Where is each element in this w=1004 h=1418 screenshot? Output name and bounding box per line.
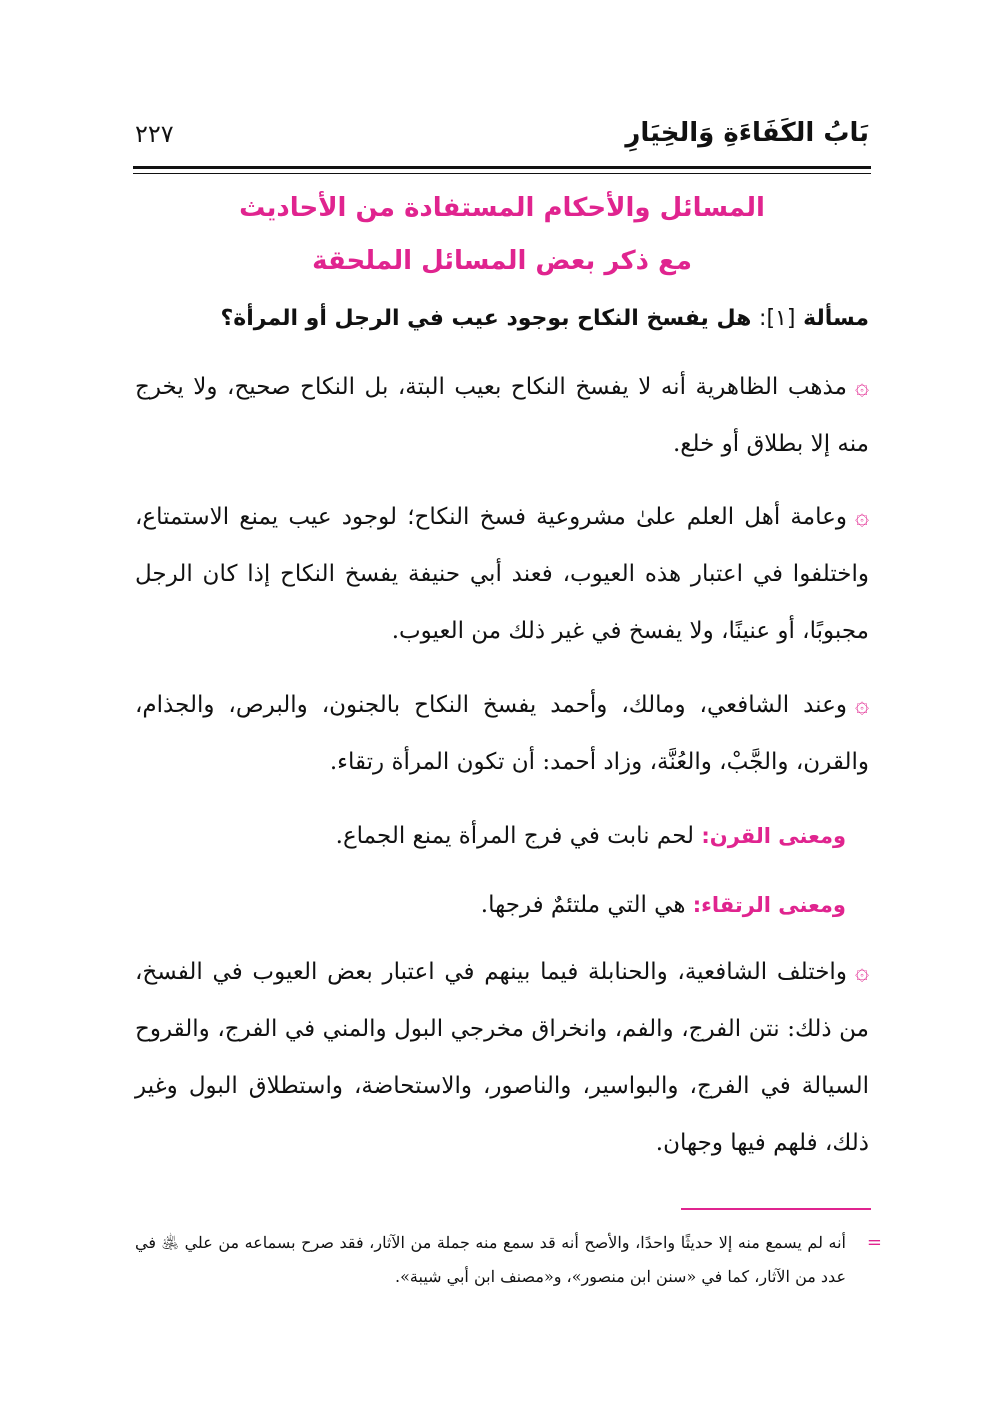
header-rule-thin	[133, 173, 871, 174]
section-heading-line2: مع ذكر بعض المسائل الملحقة	[312, 246, 692, 276]
ornament-icon: ۞	[854, 502, 869, 530]
paragraph-shafii	[135, 676, 869, 791]
chapter-title: بَابُ الكَفَاءَةِ وَالخِيَارِ	[625, 118, 869, 148]
footnote-continuation-marker: =	[866, 1232, 882, 1253]
definition-label: ومعنى القرن:	[701, 824, 846, 848]
ornament-icon: ۞	[854, 690, 869, 718]
question-text: هل يفسخ النكاح بوجود عيب في الرجل أو المرأة؟	[220, 306, 752, 331]
question-number: [١]:	[759, 306, 796, 331]
definition-text: هي التي ملتئمٌ فرجها.	[480, 892, 686, 918]
footnote-separator	[681, 1208, 871, 1210]
paragraph-text: وعامة أهل العلم علىٰ مشروعية فسخ النكاح؛ لوجود عيب يمنع الاستمتاع، واختلفوا في اعتبار هذه العيوب، فعند أبي حنيفة يفسخ النكاح إذا كان الرجل مجبوبًا، أو عنينًا، ولا يفسخ في غير ذلك من العيوب.	[135, 504, 869, 644]
definition-label: ومعنى الرتقاء:	[692, 893, 846, 917]
footnote: أنه لم يسمع منه إلا حديثًا واحدًا، والأصح أنه قد سمع منه جملة من الآثار، فقد صرح بسماعه من علي ﵁ في عدد من الآثار، كما في «سنن ابن منصور»، و«مصنف ابن أبي شيبة».	[135, 1233, 846, 1286]
question-label: مسألة	[803, 306, 869, 331]
ornament-icon: ۞	[854, 957, 869, 985]
running-head	[135, 118, 869, 168]
page-number: ٢٢٧	[135, 120, 174, 148]
paragraph-majority	[135, 488, 869, 660]
paragraph-zahiriyya	[135, 358, 869, 473]
definition-qarn	[135, 812, 846, 860]
ornament-icon: ۞	[854, 372, 869, 400]
paragraph-text: مذهب الظاهرية أنه لا يفسخ النكاح بعيب البتة، بل النكاح صحيح، ولا يخرج منه إلا بطلاق أو خلع.	[135, 374, 869, 457]
definition-ratqa	[135, 881, 846, 929]
paragraph-text: وعند الشافعي، ومالك، وأحمد يفسخ النكاح بالجنون، والبرص، والجذام، والقرن، والجَّبْ، والعُنَّة، وزاد أحمد: أن تكون المرأة رتقاء.	[135, 692, 869, 775]
question-heading	[135, 306, 869, 331]
definition-text: لحم نابت في فرج المرأة يمنع الجماع.	[335, 823, 695, 849]
paragraph-disagreement	[135, 943, 869, 1172]
header-rule-thick	[133, 166, 871, 169]
paragraph-text: واختلف الشافعية، والحنابلة فيما بينهم في اعتبار بعض العيوب في الفسخ، من ذلك: نتن الفرج، والفم، وانخراق مخرجي البول والمني في الفرج، والقروح السيالة في الفرج، والبواسير، والناصور، والاستحاضة، واستطلاق البول وغير ذلك، فلهم فيها وجهان.	[135, 959, 869, 1156]
section-heading-line1: المسائل والأحكام المستفادة من الأحاديث	[239, 193, 765, 223]
